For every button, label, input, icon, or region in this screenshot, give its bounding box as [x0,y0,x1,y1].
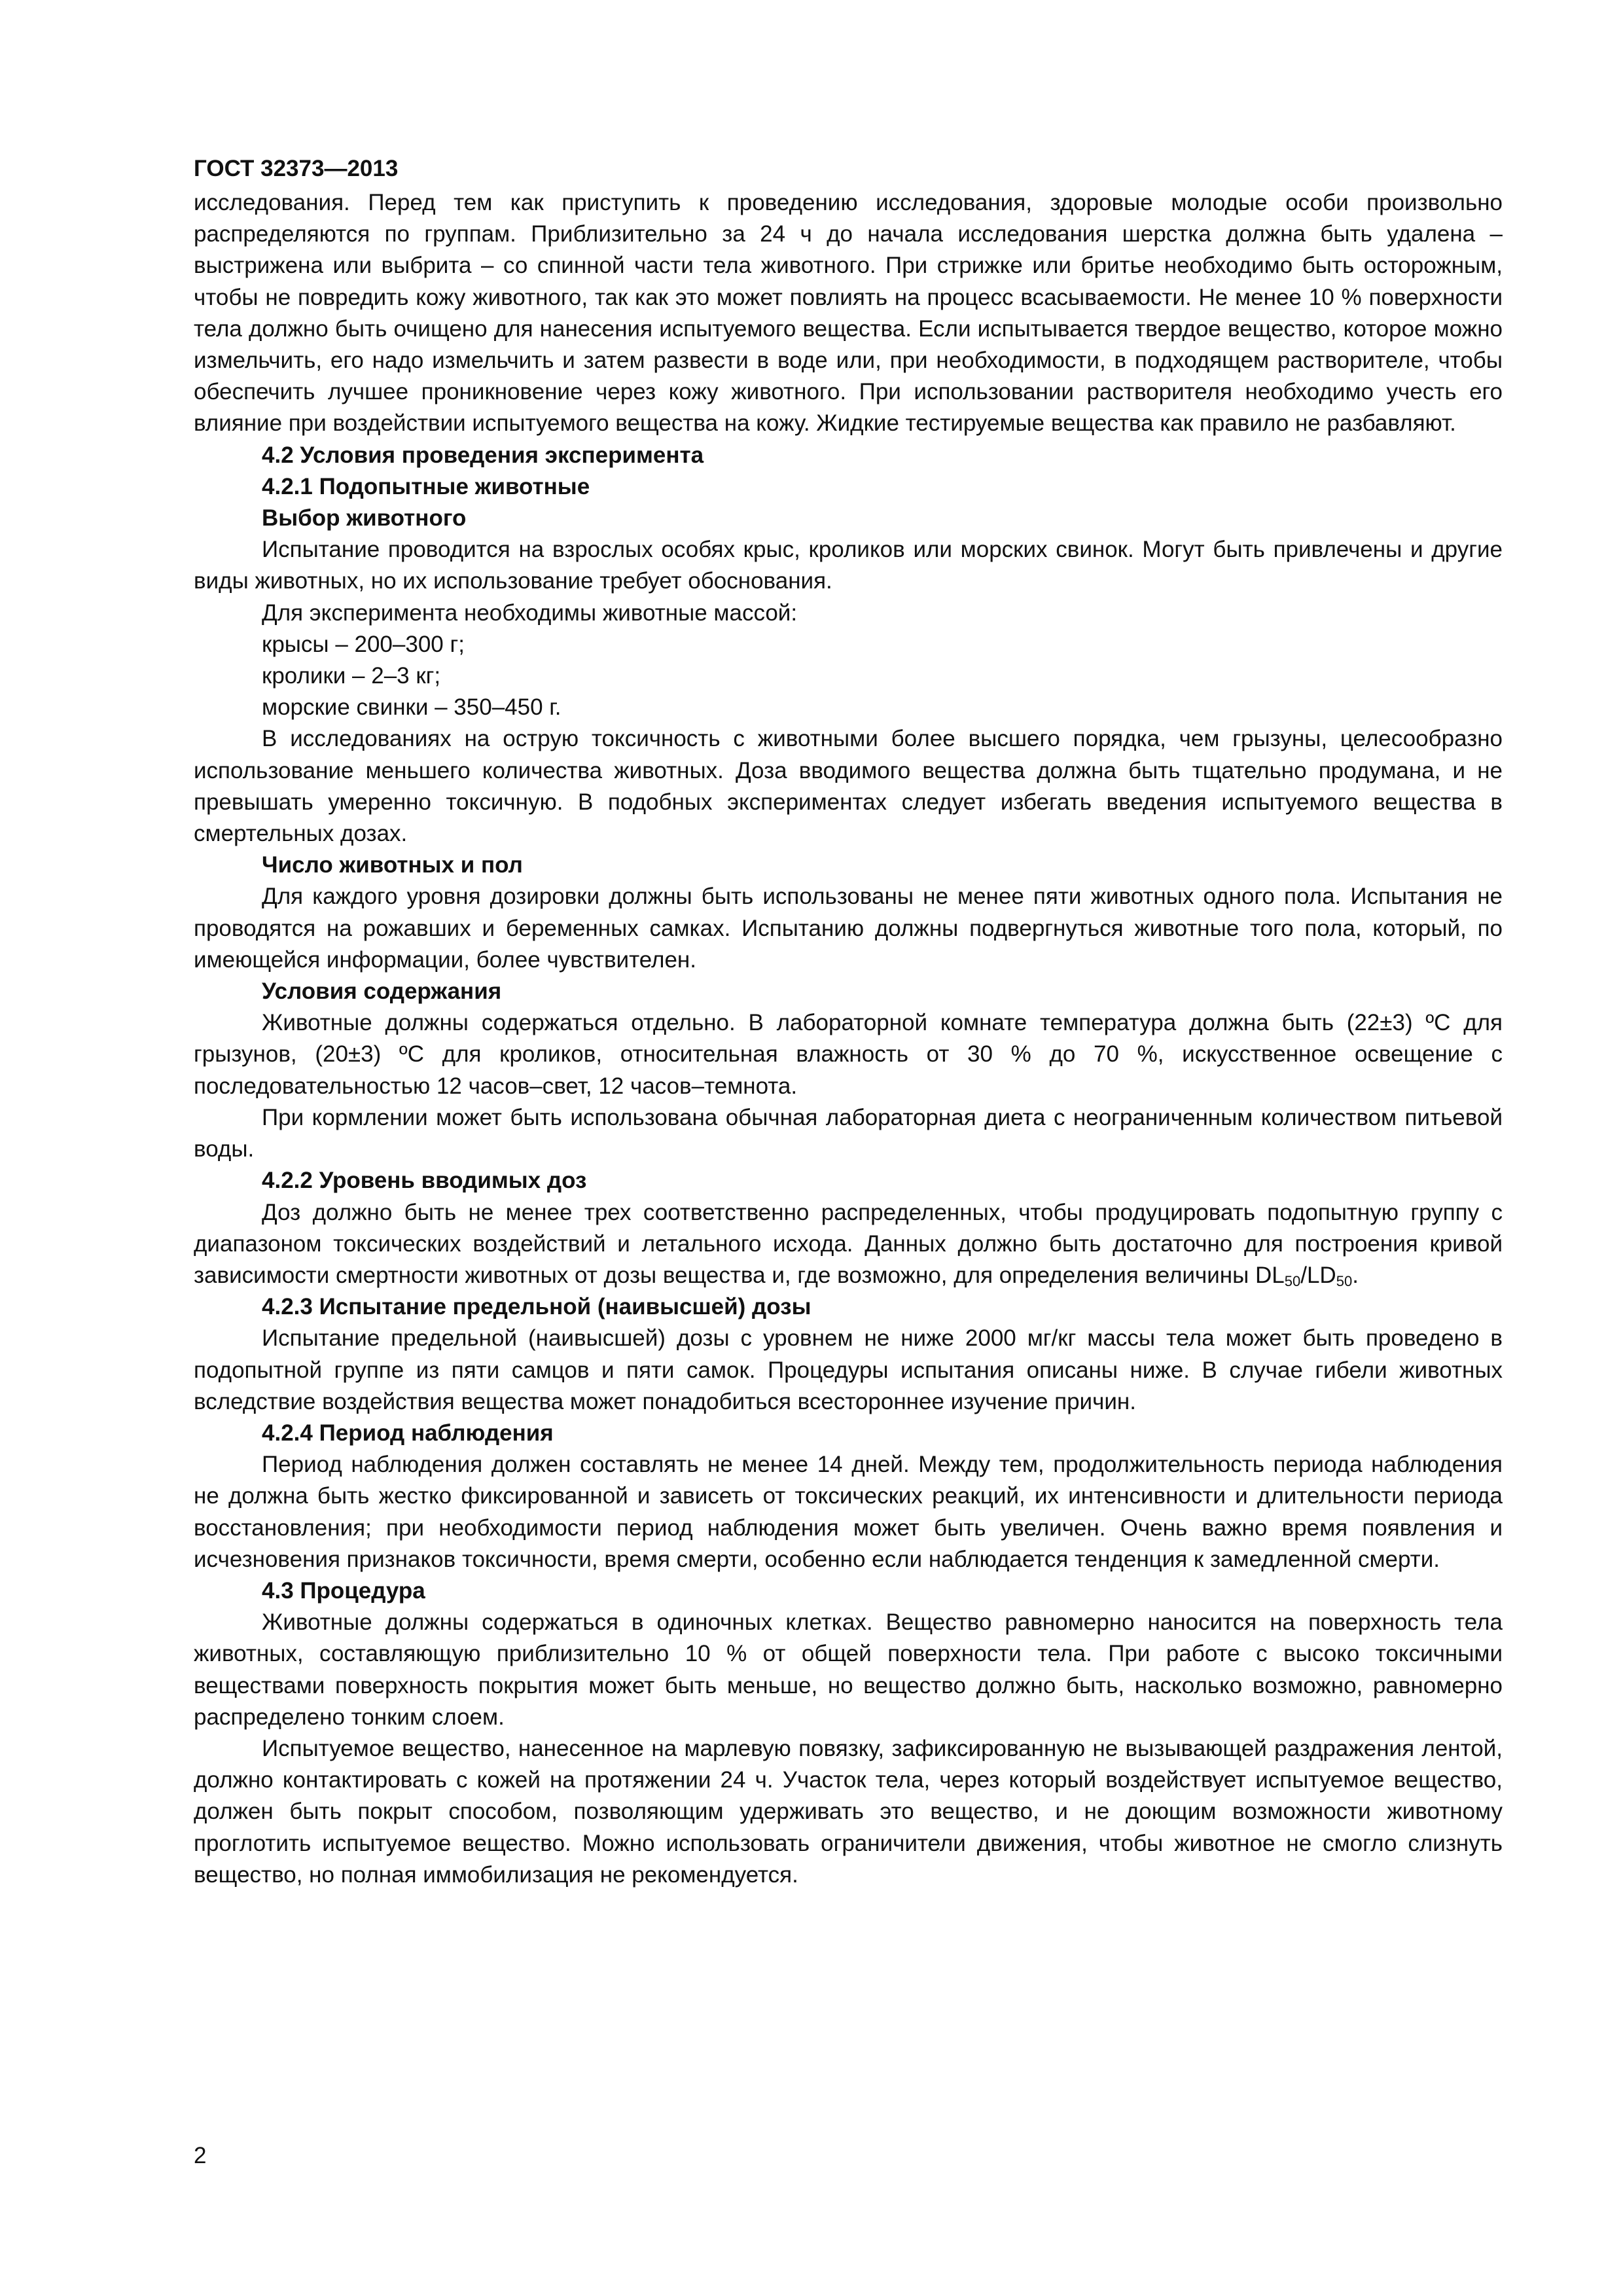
dl-subscript: 50 [1284,1272,1301,1289]
paragraph: При кормлении может быть использована обычная лабораторная диета с неограниченным количеством питьевой воды. [194,1104,1503,1162]
paragraph: Животные должны содержаться в одиночных клетках. Вещество равномерно наносится на поверхность тела животных, составляющую приблизительно 10 % от общей поверхности тела. При работе с высоко токсичными веществами поверхность покрытия может быть меньше, но вещество должно быть, насколько возможно, равномерно распределено тонким слоем. [194,1609,1503,1730]
paragraph: Испытуемое вещество, нанесенное на марлевую повязку, зафиксированную не вызывающей раздражения лентой, должно контактировать с кожей на протяжении 24 ч. Участок тела, через который воздействует испытуемое вещество, должен быть покрыт способом, позволяющим удерживать это вещество, и не доющим возможности животному проглотить испытуемое вещество. Можно использовать ограничители движения, чтобы животное не смогло слизнуть вещество, но полная иммобилизация не рекомендуется. [194,1735,1503,1888]
section-4-2-heading: 4.2 Условия проведения эксперимента [262,442,704,468]
paragraph: В исследованиях на острую токсичность с животными более высшего порядка, чем грызуны, целесообразно использование меньшего количества животных. Доза вводимого вещества должна быть тщательно продумана, и не превышать умеренно токсичную. В подобных экспериментах следует избегать введения испытуемого вещества в смертельных дозах. [194,726,1503,847]
paragraph: Для каждого уровня дозировки должны быть использованы не менее пяти животных одного пола. Испытания не проводятся на рожавших и беременных самках. Испытанию должны подвергнуться животные того пола, который, по имеющейся информации, более чувствителен. [194,884,1503,973]
list-item: крысы – 200–300 г; [262,631,465,657]
section-4-2-3-heading: 4.2.3 Испытание предельной (наивысшей) дозы [262,1294,812,1320]
paragraph: Испытание предельной (наивысшей) дозы с уровнем не ниже 2000 мг/кг массы тела может быть проведено в подопытной группе из пяти самцов и пяти самок. Процедуры испытания описаны ниже. В случае гибели животных вследствие воздействия вещества может понадобиться всестороннее изучение причин. [194,1325,1503,1414]
period: . [1352,1262,1359,1288]
slash: / [1300,1262,1307,1288]
intro-paragraph: исследования. Перед тем как приступить к проведению исследования, здоровые молодые особи произвольно распределяются по группам. Приблизительно за 24 ч до начала исследования шерстка должна быть удалена – выстрижена или выбрита – со спинной части тела животного. При стрижке или бритье необходимо быть осторожным, чтобы не повредить кожу животного, так как это может повлиять на процесс всасываемости. Не менее 10 % поверхности тела должно быть очищено для нанесения испытуемого вещества. Если испытывается твердое вещество, которое можно измельчить, его надо измельчить и затем развести в воде или, при необходимости, в подходящем растворителе, чтобы обеспечить лучшее проникновение через кожу животного. При использовании растворителя необходимо учесть его влияние при воздействии испытуемого вещества на кожу. Жидкие тестируемые вещества как правило не разбавляют. [194,190,1503,437]
section-4-3-heading: 4.3 Процедура [262,1577,425,1604]
paragraph-dose-levels [194,1197,1503,1292]
paragraph: Для эксперимента необходимы животные массой: [262,600,798,626]
paragraph: Период наблюдения должен составлять не менее 14 дней. Между тем, продолжительность периода наблюдения не должна быть жестко фиксированной и зависеть от токсических реакций, их интенсивности и длительности периода восстановления; при необходимости период наблюдения может быть увеличен. Очень важно время появления и исчезновения признаков токсичности, время смерти, особенно если наблюдается тенденция к замедленной смерти. [194,1452,1503,1572]
paragraph: Животные должны содержаться отдельно. В лабораторной комнате температура должна быть (22±3) ºС для грызунов, (20±3) ºС для кроликов, относительная влажность от 30 % до 70 %, искусственное освещение с последовательностью 12 часов–свет, 12 часов–темнота. [194,1010,1503,1099]
section-4-2-2-heading: 4.2.2 Уровень вводимых доз [262,1168,587,1194]
list-item: кролики – 2–3 кг; [262,663,441,689]
section-4-2-4-heading: 4.2.4 Период наблюдения [262,1420,554,1446]
document-header: ГОСТ 32373—2013 [194,156,399,181]
ld-subscript: 50 [1336,1272,1353,1289]
subheading-housing-conditions: Условия содержания [262,978,502,1005]
ld-symbol: LD [1306,1262,1336,1288]
subheading-animal-selection: Выбор животного [262,505,467,531]
document-body [194,187,1503,1891]
page-number: 2 [194,2143,207,2168]
list-item: морские свинки – 350–450 г. [262,694,562,721]
subheading-number-and-sex: Число животных и пол [262,852,523,878]
section-4-2-1-heading: 4.2.1 Подопытные животные [262,473,590,499]
document-page [194,153,1503,1891]
paragraph: Испытание проводится на взрослых особях крыс, кроликов или морских свинок. Могут быть привлечены и другие виды животных, но их использование требует обоснования. [194,537,1503,594]
dl-symbol: DL [1255,1262,1285,1288]
paragraph-text: Доз должно быть не менее трех соответственно распределенных, чтобы продуцировать подопытную группу с диапазоном токсических воздействий и летального исхода. Данных должно быть достаточно для построения кривой зависимости смертности животных от дозы вещества и, где возможно, для определения величины [194,1199,1503,1288]
